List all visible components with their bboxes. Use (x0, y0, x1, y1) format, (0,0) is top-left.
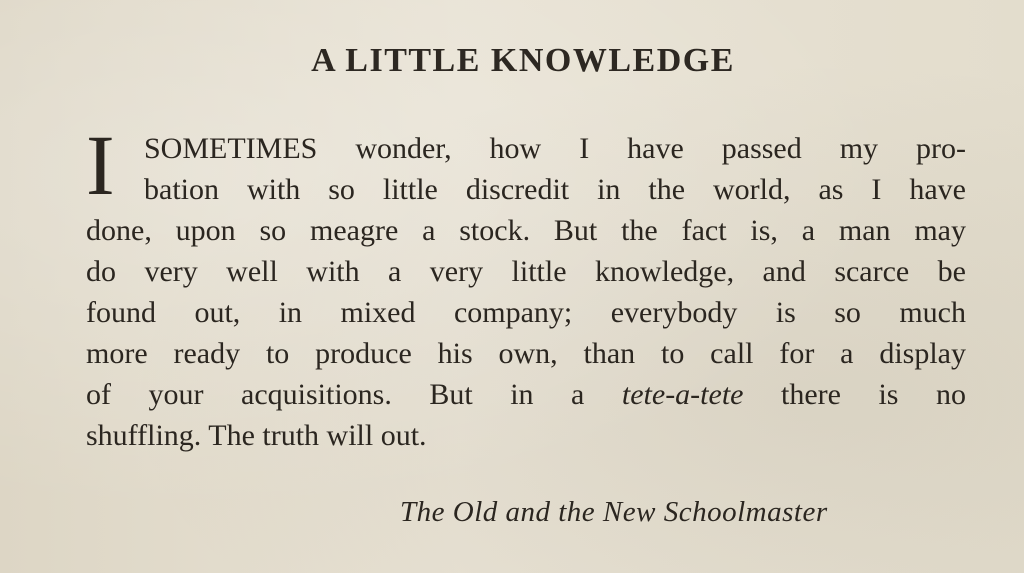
text-line-8: shuffling. The truth will out. (86, 419, 427, 452)
body-paragraph (86, 117, 966, 456)
text-line-5: found out, in mixed company; everybody is so much (86, 296, 966, 329)
text-line-7 (86, 374, 966, 415)
text-line-7-start: of your acquisitions. But in a (86, 378, 622, 411)
text-line-6: more ready to produce his own, than to call for a display (86, 337, 966, 370)
text-line-2: bation with so little discredit in the world, as I have (144, 173, 966, 206)
chapter-title: A LITTLE KNOWLEDGE (311, 42, 735, 79)
text-line-3: done, upon so meagre a stock. But the fact is, a man may (86, 214, 966, 247)
drop-cap: I (86, 117, 115, 213)
text-line-1: SOMETIMES wonder, how I have passed my pro- (144, 132, 966, 165)
source-attribution: The Old and the New Schoolmaster (400, 496, 828, 528)
italic-phrase: tete-a-tete (621, 378, 744, 411)
text-line-7-end: there is no (743, 378, 966, 411)
text-line-4: do very well with a very little knowledge, and scarce be (86, 255, 966, 288)
